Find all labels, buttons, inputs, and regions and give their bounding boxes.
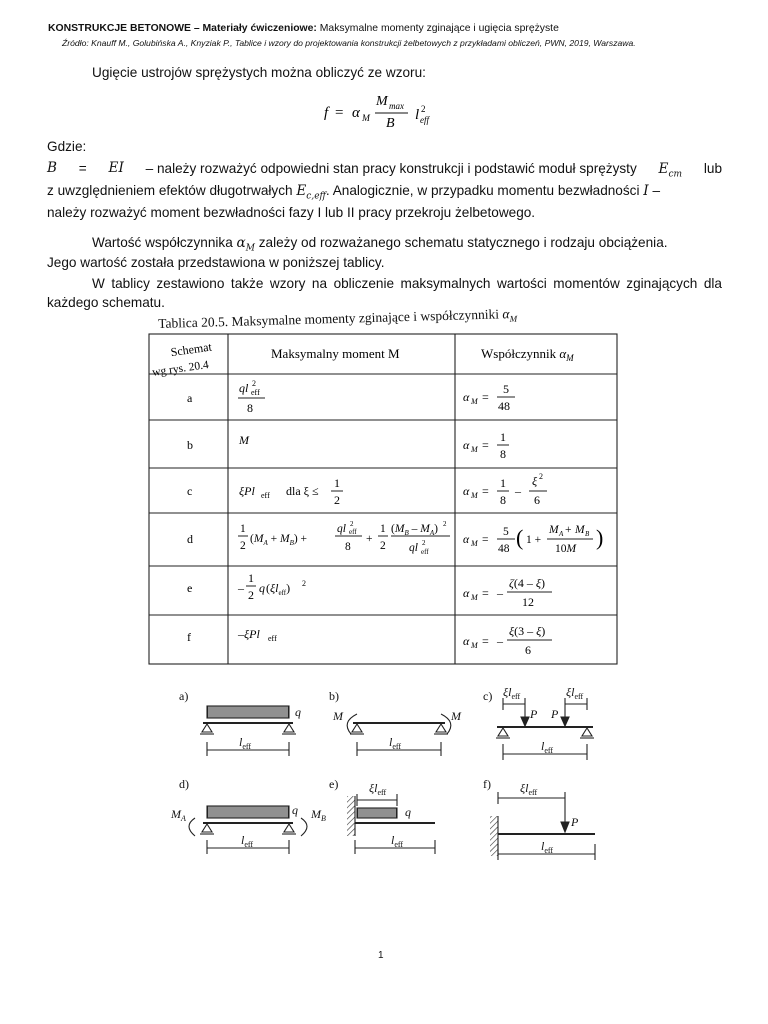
row-b-moment: M xyxy=(239,433,249,447)
svg-text:–ξPl: –ξPl xyxy=(238,627,260,641)
row-f-coef xyxy=(463,624,552,657)
header-coefficient: Współczynnik $\alpha_M$ xyxy=(481,346,574,363)
svg-text:leff: $l_{eff}$ xyxy=(239,735,252,751)
static-schemes-figure xyxy=(165,684,610,864)
svg-text:l: l xyxy=(415,107,420,123)
svg-text:M: M xyxy=(376,94,388,109)
svg-text:M: M xyxy=(333,709,343,723)
svg-text:M: M xyxy=(451,709,461,723)
svg-text:ζ(4 – ξ): ζ(4 – ξ) xyxy=(509,576,545,590)
svg-text:10M: 10M xyxy=(555,543,577,555)
figure-label-d: d) xyxy=(179,777,189,791)
coef-paragraph-line2: Jego wartość została przedstawiona w poniższej tablicy. xyxy=(47,255,385,270)
row-c-coef xyxy=(463,472,547,507)
svg-text:(MB – MA): $(M_B - M_A)$ xyxy=(391,523,438,537)
svg-text:ξleff: $\xi l_{eff}$ xyxy=(503,685,521,701)
svg-text:8: 8 xyxy=(500,447,506,461)
svg-text:5: 5 xyxy=(503,526,509,538)
svg-text:M: M xyxy=(549,524,559,536)
row-a-coef xyxy=(463,382,515,413)
svg-text:): ) xyxy=(596,525,604,550)
svg-text:leff: $l_{eff}$ xyxy=(541,739,554,755)
table-caption: Tablica 20.5. Maksymalne momenty zginające i współczynniki $\alpha_M$ xyxy=(158,306,518,331)
svg-text:ξleff: $\xi l_{eff}$ xyxy=(369,781,387,797)
svg-text:eff: eff xyxy=(349,528,357,536)
svg-text:=: = xyxy=(335,105,344,121)
svg-text:ξleff: $\xi l_{eff}$ xyxy=(566,685,584,701)
svg-text:(MA + MB) +: $(M_A + M_B)$ + xyxy=(250,533,308,547)
svg-text:α: α xyxy=(463,484,470,498)
header-schemat: Schemat xyxy=(169,339,213,360)
svg-text:=: = xyxy=(482,484,489,498)
svg-text:M: M xyxy=(471,445,478,454)
intro-text: Ugięcie ustrojów sprężystych można obliczyć ze wzoru: xyxy=(92,65,426,80)
svg-text:ql: ql xyxy=(409,542,418,554)
b-definition-line1: B = EI – należy rozważyć odpowiedni stan pracy konstrukcji i podstawić moduł sprężysty $E_{cm}$ lub xyxy=(47,160,722,180)
header-moment: Maksymalny moment M xyxy=(271,346,400,361)
svg-text:2: 2 xyxy=(334,493,340,507)
svg-text:1: 1 xyxy=(500,430,506,444)
row-d-moment xyxy=(238,520,450,556)
svg-text:M: M xyxy=(362,114,370,124)
svg-text:2: 2 xyxy=(422,539,426,547)
svg-text:M: M xyxy=(471,539,478,548)
row-f-label: f xyxy=(187,630,191,644)
b-definition-line3: należy rozważyć moment bezwładności fazy I lub II pracy przekroju żelbetowego. xyxy=(47,205,536,220)
svg-text:MA: $M_A$ xyxy=(171,807,186,823)
svg-text:48: 48 xyxy=(498,399,510,413)
svg-text:6: 6 xyxy=(534,493,540,507)
coef-paragraph-line1: Wartość współczynnika $\alpha_M$ zależy od rozważanego schematu statycznego i rodzaju obciążenia. xyxy=(92,235,668,254)
svg-text:+: + xyxy=(565,524,572,536)
svg-text:–: – xyxy=(497,634,503,648)
svg-text:α: α xyxy=(463,634,470,648)
svg-text:M: M xyxy=(471,641,478,650)
svg-text:2: 2 xyxy=(380,540,386,552)
svg-text:2: 2 xyxy=(252,379,256,388)
svg-text:–: – xyxy=(515,484,521,498)
row-a-label: a xyxy=(187,391,193,405)
row-a-moment xyxy=(238,379,265,415)
row-d-coef xyxy=(463,524,603,555)
row-c-label: c xyxy=(187,484,193,498)
svg-text:(: ( xyxy=(516,525,524,550)
svg-text:1: 1 xyxy=(380,523,386,535)
svg-text:q: q xyxy=(405,805,411,819)
row-b-coef xyxy=(463,430,509,461)
svg-text:eff: eff xyxy=(261,491,270,500)
svg-text:α: α xyxy=(352,105,360,121)
svg-text:=: = xyxy=(482,586,489,600)
svg-text:M: M xyxy=(471,593,478,602)
row-b-label: b xyxy=(187,438,193,452)
svg-text:ql: ql xyxy=(337,523,346,535)
table-intro-paragraph: W tablicy zestawiono także wzory na obliczenie maksymalnych wartości momentów zginających dla każdego schematu. xyxy=(47,276,722,310)
row-f-moment xyxy=(237,627,277,643)
svg-text:M: M xyxy=(471,397,478,406)
b-definition-line2: z uwzględnieniem efektów długotrwałych $E_{c,eff}$. Analogicznie, w przypadku momentu bezwładności I – xyxy=(47,183,660,202)
svg-text:leff: $l_{eff}$ xyxy=(241,833,254,849)
svg-text:6: 6 xyxy=(525,643,531,657)
header-schemat-ref: wg rys. 20.4 xyxy=(151,359,210,379)
svg-text:B: B xyxy=(585,530,590,538)
row-e-moment xyxy=(237,571,306,602)
svg-text:2: 2 xyxy=(421,104,426,114)
svg-text:(ξleff): $(\xi l_{eff})$ xyxy=(266,581,291,597)
svg-text:dla ξ ≤: dla ξ ≤ xyxy=(286,484,319,498)
svg-text:1: 1 xyxy=(240,523,246,535)
svg-text:2: 2 xyxy=(350,520,354,528)
svg-text:q: q xyxy=(295,705,301,719)
svg-text:eff: eff xyxy=(420,115,429,125)
svg-text:M: M xyxy=(575,524,585,536)
svg-text:A: A xyxy=(559,530,564,538)
svg-text:–: – xyxy=(238,581,244,595)
svg-text:–: – xyxy=(497,586,503,600)
svg-text:eff: eff xyxy=(421,548,429,556)
figure-label-e: e) xyxy=(329,777,339,791)
svg-text:5: 5 xyxy=(503,382,509,396)
svg-text:MB: $M_B$ xyxy=(311,807,326,823)
svg-text:eff: eff xyxy=(251,388,260,397)
svg-text:α: α xyxy=(463,586,470,600)
svg-text:P: P xyxy=(571,815,579,829)
svg-text:α: α xyxy=(463,438,470,452)
row-e-label: e xyxy=(187,581,193,595)
svg-text:2: 2 xyxy=(539,472,543,481)
svg-text:ξ(3 – ξ): ξ(3 – ξ) xyxy=(509,624,546,638)
svg-text:2: 2 xyxy=(443,520,447,528)
svg-text:+: + xyxy=(366,533,373,545)
svg-text:48: 48 xyxy=(498,543,510,555)
svg-text:P: P xyxy=(551,707,559,721)
svg-text:12: 12 xyxy=(522,595,534,609)
svg-text:1: 1 xyxy=(500,476,506,490)
svg-text:q: q xyxy=(292,803,298,817)
page-number: 1 xyxy=(378,950,384,961)
svg-text:=: = xyxy=(482,390,489,404)
svg-text:8: 8 xyxy=(247,401,253,415)
document-source: Źródło: Knauff M., Golubińska A., Knyziak P., Tablice i wzory do projektowania konstrukcji żelbetowych z przykładami obliczeń, PWN, 2019, Warszawa. xyxy=(62,38,636,48)
deflection-formula xyxy=(300,90,460,132)
svg-text:α: α xyxy=(463,534,470,546)
svg-text:P: P xyxy=(530,707,538,721)
svg-text:1: 1 xyxy=(334,476,340,490)
row-e-coef xyxy=(463,576,552,609)
svg-text:M: M xyxy=(471,491,478,500)
svg-text:2: 2 xyxy=(248,588,254,602)
svg-text:ql: ql xyxy=(239,381,249,395)
svg-text:leff: $l_{eff}$ xyxy=(389,735,402,751)
svg-text:max: max xyxy=(389,101,404,111)
gdzie-label: Gdzie: xyxy=(47,139,87,154)
svg-text:f: f xyxy=(324,105,329,121)
row-d-label: d xyxy=(187,532,193,546)
figure-label-b: b) xyxy=(329,689,339,703)
svg-text:leff: $l_{eff}$ xyxy=(391,833,404,849)
moments-table xyxy=(147,313,619,666)
svg-text:=: = xyxy=(482,634,489,648)
svg-text:2: 2 xyxy=(302,579,306,588)
svg-text:α: α xyxy=(463,390,470,404)
svg-text:q: q xyxy=(259,581,265,595)
figure-label-f: f) xyxy=(483,777,491,791)
svg-text:eff: eff xyxy=(268,634,277,643)
row-c-moment xyxy=(239,476,343,507)
svg-text:B: B xyxy=(386,116,395,131)
svg-text:leff: $l_{eff}$ xyxy=(541,839,554,855)
svg-text:8: 8 xyxy=(500,493,506,507)
svg-text:=: = xyxy=(482,534,489,546)
svg-text:ξPl: ξPl xyxy=(239,484,255,498)
document-header-title: KONSTRUKCJE BETONOWE – Materiały ćwiczeniowe: Maksymalne momenty zginające i ugięcia sprężyste xyxy=(48,23,559,34)
svg-text:ξ: ξ xyxy=(532,474,538,488)
figure-label-c: c) xyxy=(483,689,493,703)
svg-text:2: 2 xyxy=(240,540,246,552)
figure-label-a: a) xyxy=(179,689,189,703)
svg-text:1 +: 1 + xyxy=(526,534,542,546)
svg-text:1: 1 xyxy=(248,571,254,585)
svg-text:8: 8 xyxy=(345,541,351,553)
svg-text:=: = xyxy=(482,438,489,452)
svg-text:ξleff: $\xi l_{eff}$ xyxy=(520,781,538,797)
